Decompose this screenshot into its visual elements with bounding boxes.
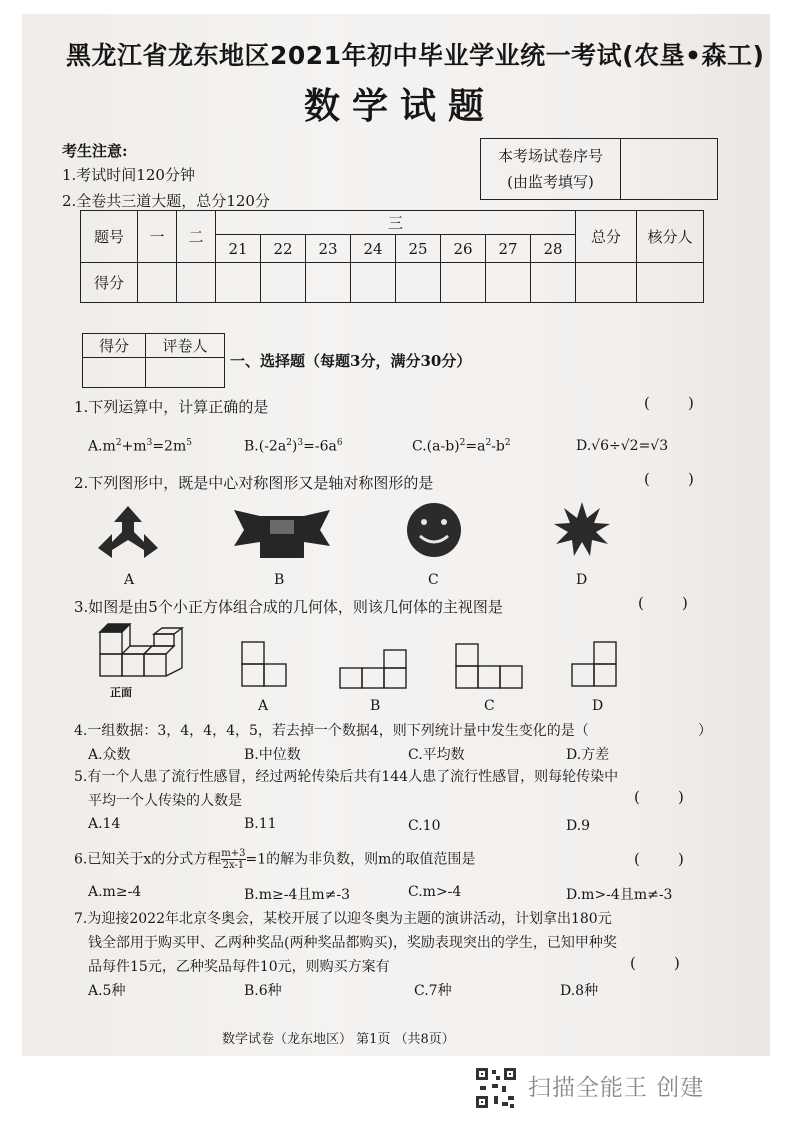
q3-stem: 3.如图是由5个小正方体组合成的几何体，则该几何体的主视图是 <box>74 598 503 616</box>
q1-option-c: $C.(a-b)^2=a^2-b^2$ <box>412 438 511 455</box>
q3-label-a: A <box>258 698 269 714</box>
q6-stem-part-a: 6.已知关于x的分式方程 <box>74 851 222 868</box>
q7-option-b: B.6种 <box>244 983 282 999</box>
notice-heading: 考生注意: <box>62 142 128 160</box>
q5-stem-line-2: 平均一个人传染的人数是 <box>88 793 242 809</box>
score-cell[interactable] <box>531 263 576 303</box>
col-q26: 26 <box>441 235 486 263</box>
score-cell[interactable] <box>576 263 637 303</box>
q2-label-b: B <box>274 572 285 588</box>
grader-name-label: 评卷人 <box>146 334 225 358</box>
q7-stem-line-3: 品每件15元，乙种奖品每件10元，则购买方案有 <box>88 959 390 975</box>
col-q23: 23 <box>306 235 351 263</box>
q2-figure-b <box>230 502 334 562</box>
q6-stem-part-b: =1的解为非负数，则m的取值范围是 <box>245 851 476 868</box>
q7-option-a: A.5种 <box>88 983 126 999</box>
q2-figure-d <box>552 500 612 560</box>
col-q25: 25 <box>396 235 441 263</box>
q7-option-d: D.8种 <box>560 983 599 999</box>
score-cell[interactable] <box>486 263 531 303</box>
col-section-1: 一 <box>138 211 177 263</box>
q3-view-a <box>240 640 290 690</box>
row-label-question: 题号 <box>81 211 138 263</box>
q4-option-a: A.众数 <box>88 747 131 763</box>
q3-front-label: 正面 <box>110 686 132 699</box>
q3-label-d: D <box>592 698 604 714</box>
q3-view-c <box>454 642 524 690</box>
q2-answer-paren[interactable]: ( ) <box>644 470 694 488</box>
seat-label-line-1: 本考场试卷序号 <box>497 147 603 165</box>
score-cell[interactable] <box>396 263 441 303</box>
q7-stem-line-1: 7.为迎接2022年北京冬奥会，某校开展了以迎冬奥为主题的演讲活动，计划拿出180元 <box>74 911 612 927</box>
q2-stem: 2.下列图形中，既是中心对称图形又是轴对称图形的是 <box>74 474 434 492</box>
q6-option-b: B.m≥-4且m≠-3 <box>244 887 351 903</box>
exam-subtitle: 数学试题 <box>304 86 497 127</box>
q4-stem: 4.一组数据：3，4，4，4，5，若去掉一个数据4，则下列统计量中发生变化的是（ <box>74 723 589 739</box>
page-footer: 数学试卷（龙东地区） 第1页 （共8页） <box>222 1032 455 1047</box>
score-cell[interactable] <box>216 263 261 303</box>
q1-answer-paren[interactable]: ( ) <box>644 394 694 412</box>
q3-solid-figure <box>98 620 190 686</box>
score-table <box>80 210 704 303</box>
row-label-score: 得分 <box>81 263 138 303</box>
q6-option-c: C.m>-4 <box>408 884 462 900</box>
section-1-title: 一、选择题（每题3分，满分30分） <box>230 352 472 370</box>
q6-answer-paren[interactable]: ( ) <box>634 850 684 868</box>
score-cell[interactable] <box>261 263 306 303</box>
q5-option-a: A.14 <box>88 816 121 832</box>
q6-numerator: m+3 <box>221 848 246 859</box>
q3-answer-paren[interactable]: ( ) <box>638 594 688 612</box>
score-cell[interactable] <box>138 263 177 303</box>
score-cell[interactable] <box>441 263 486 303</box>
q4-option-c: C.平均数 <box>408 747 465 763</box>
notice-line-1: 1.考试时间120分钟 <box>62 166 195 184</box>
q1-option-a: $A.m^2+m^3=2m^5$ <box>88 438 192 455</box>
q7-answer-paren[interactable]: ( ) <box>630 954 680 972</box>
q2-figure-a <box>96 502 160 562</box>
seat-number-box <box>480 138 718 200</box>
col-q27: 27 <box>486 235 531 263</box>
q2-label-c: C <box>428 572 439 588</box>
scanner-watermark: 扫描全能王 创建 <box>528 1075 705 1101</box>
col-q28: 28 <box>531 235 576 263</box>
q1-option-b: $B.(-2a^2)^3=-6a^6$ <box>244 438 343 455</box>
q5-option-d: D.9 <box>566 818 591 834</box>
score-cell[interactable] <box>177 263 216 303</box>
q5-option-b: B.11 <box>244 816 277 832</box>
q6-stem <box>74 848 475 871</box>
score-cell[interactable] <box>637 263 704 303</box>
seat-number-label <box>481 139 621 199</box>
q4-option-b: B.中位数 <box>244 747 301 763</box>
grader-table <box>82 333 225 388</box>
q5-answer-paren[interactable]: ( ) <box>634 788 684 806</box>
q3-label-c: C <box>484 698 495 714</box>
score-cell[interactable] <box>306 263 351 303</box>
q2-figure-c <box>404 500 464 560</box>
col-total: 总分 <box>576 211 637 263</box>
grader-score-label: 得分 <box>83 334 146 358</box>
seat-label-line-2: (由监考填写) <box>507 173 594 191</box>
exam-title: 黑龙江省龙东地区2021年初中毕业学业统一考试(农垦•森工) <box>66 41 765 70</box>
q5-option-c: C.10 <box>408 818 441 834</box>
q2-label-d: D <box>576 572 588 588</box>
q3-view-b <box>338 648 408 690</box>
grader-score-cell[interactable] <box>83 358 146 388</box>
col-section-3: 三 <box>216 211 576 235</box>
col-section-2: 二 <box>177 211 216 263</box>
q7-option-c: C.7种 <box>414 983 452 999</box>
q4-option-d: D.方差 <box>566 747 610 763</box>
grader-name-cell[interactable] <box>146 358 225 388</box>
q3-label-b: B <box>370 698 381 714</box>
q6-option-d: D.m>-4且m≠-3 <box>566 887 673 903</box>
score-cell[interactable] <box>351 263 396 303</box>
q5-stem-line-1: 5.有一个人患了流行性感冒，经过两轮传染后共有144人患了流行性感冒，则每轮传染中 <box>74 769 619 785</box>
q7-stem-line-2: 钱全部用于购买甲、乙两种奖品(两种奖品都购买)，奖励表现突出的学生，已知甲种奖 <box>88 935 617 951</box>
qr-code-icon <box>474 1066 518 1110</box>
exam-page <box>22 14 770 1056</box>
col-q21: 21 <box>216 235 261 263</box>
q1-option-d: D.√6÷√2=√3 <box>576 438 669 454</box>
q3-view-d <box>570 640 620 690</box>
col-q24: 24 <box>351 235 396 263</box>
q2-label-a: A <box>124 572 135 588</box>
q6-fraction <box>221 848 245 871</box>
notice-line-2: 2.全卷共三道大题，总分120分 <box>62 192 270 210</box>
q4-answer-paren[interactable]: ） <box>698 723 712 739</box>
q1-stem: 1.下列运算中，计算正确的是 <box>74 398 269 416</box>
col-checker: 核分人 <box>637 211 704 263</box>
q6-option-a: A.m≥-4 <box>88 884 142 900</box>
q6-denominator: 2x-1 <box>222 860 245 871</box>
col-q22: 22 <box>261 235 306 263</box>
